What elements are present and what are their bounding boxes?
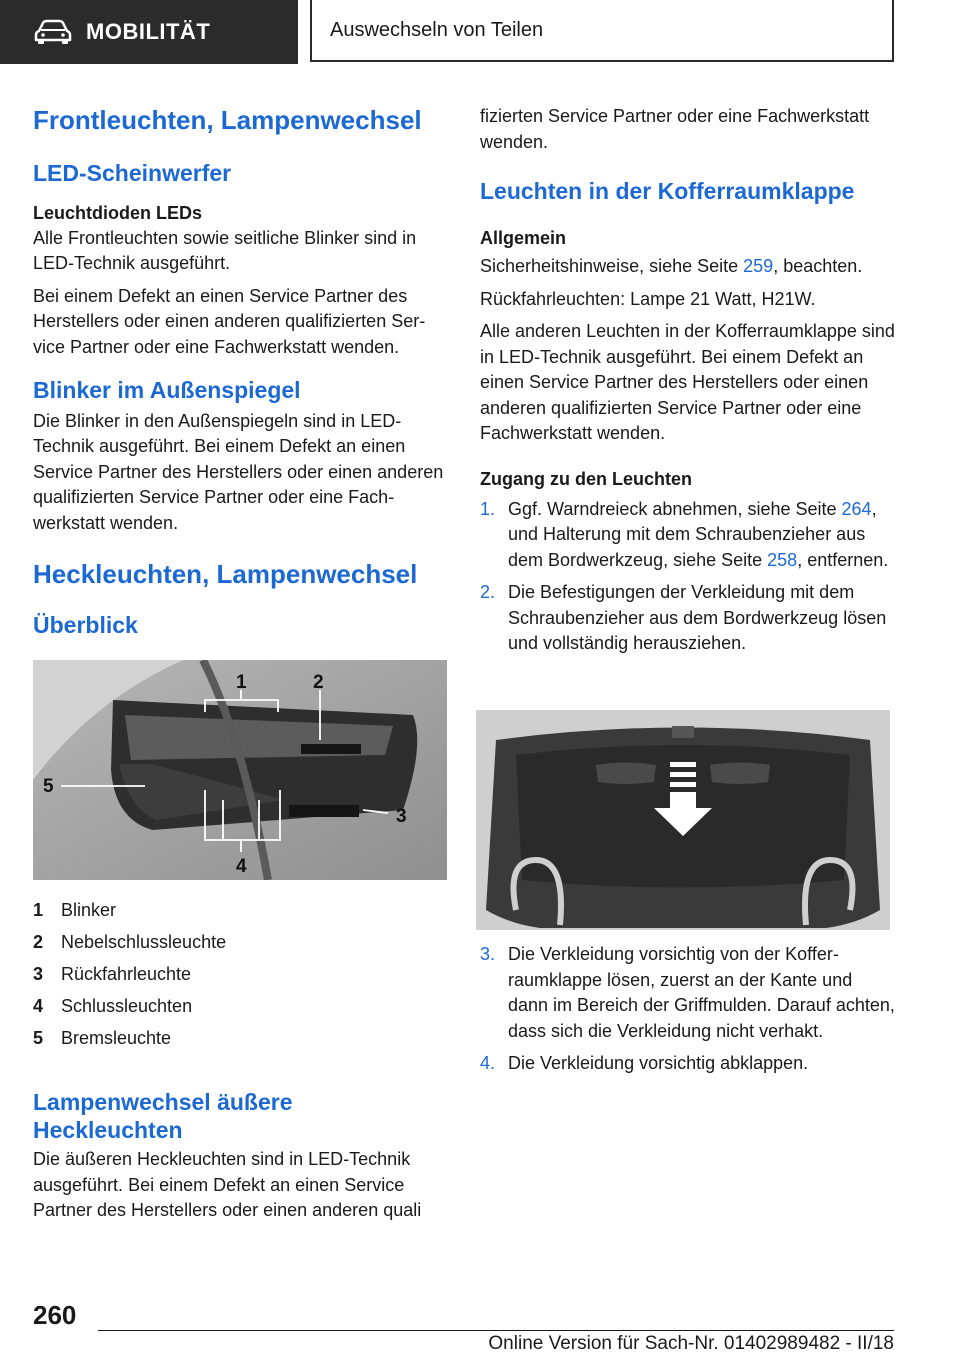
right-column — [480, 96, 896, 657]
page-number: 260 — [33, 1300, 77, 1330]
chapter-header — [310, 0, 894, 62]
heading-blinker-aussenspiegel: Blinker im Außenspiegel — [33, 377, 301, 404]
section-label: MOBILITÄT — [86, 19, 211, 44]
trunk-lid-illustration — [476, 710, 890, 930]
footer-text: Online Version für Sach-Nr. 01402989482 - II/18 — [488, 1333, 894, 1354]
trunk-lid-figure — [476, 710, 890, 930]
tail-light-illustration — [33, 660, 447, 880]
paragraph-led-1: Alle Frontleuchten sowie seitliche Blinker sind in LED-Technik ausgeführt. — [33, 227, 417, 274]
heading-lampenwechsel-aussere: Lampenwechsel äußere Heckleuchten — [33, 1088, 293, 1144]
chapter-title: Auswechseln von Teilen — [330, 18, 544, 41]
subheading-leuchtdioden: Leuchtdioden LEDs — [33, 203, 203, 224]
legend-item: 1 Blinker — [33, 899, 117, 920]
paragraph-sicherheit: Sicherheitshinweise, siehe Seite 259, beachten. — [480, 256, 863, 277]
list-item: 2. Die Befestigungen der Verkleidung mit dem Schraubenzieher aus dem Bordwerkzeug lösen und vollständig herausziehen. — [480, 582, 887, 654]
callout-4: 4 — [236, 855, 247, 877]
legend-item: 5 Bremsleuchte — [33, 1027, 172, 1048]
paragraph-alle-leuchten: Alle anderen Leuchten in der Kofferraumklappe sind in LED-Technik ausgeführt. Bei einem Defekt an einen Service Partner des Herstellers oder einen anderen qualifizierten Service Partner oder eine Fachwerkstatt wenden. — [480, 321, 895, 444]
legend-item: 2 Nebelschlussleuchte — [33, 931, 227, 952]
paragraph-blinker: Die Blinker in den Außenspiegeln sind in LED-Technik ausgeführt. Bei einem Defekt an einen Service Partner des Herstellers oder einen anderen qualifizierten Service Partner oder eine Fachwerkstatt wenden. — [33, 410, 444, 533]
page-link-258[interactable]: 258 — [767, 549, 798, 570]
list-item: 4. Die Verkleidung vorsichtig abklappen. — [480, 1053, 809, 1073]
footer-divider — [98, 1330, 894, 1331]
steps-list-b — [480, 942, 896, 1077]
car-icon — [34, 19, 72, 45]
subheading-allgemein: Allgemein — [480, 227, 567, 248]
heading-kofferraumklappe: Leuchten in der Kofferraumklappe — [480, 178, 855, 204]
heading-frontleuchten: Frontleuchten, Lampenwechsel — [33, 105, 422, 135]
left-column — [33, 96, 449, 1224]
list-item: 3. Die Verkleidung vorsichtig von der Kofferraumklappe lösen, zuerst an der Kante und dann im Bereich der Griffmulden. Darauf achten, dass sich die Verkleidung nicht verhakt. — [480, 944, 895, 1041]
paragraph-led-2: Bei einem Defekt an einen Service Partner des Herstellers oder einen anderen qualifizierten Service Partner oder eine Fachwerkstatt wenden. — [33, 285, 426, 357]
paragraph-continued: fizierten Service Partner oder eine Fachwerkstatt wenden. — [480, 106, 870, 152]
figure-legend — [33, 894, 449, 1054]
paragraph-lampenwechsel: Die äußeren Heckleuchten sind in LED-Technik ausgeführt. Bei einem Defekt an einen Service Partner des Herstellers oder einen anderen quali — [33, 1149, 422, 1221]
section-tab — [0, 0, 298, 64]
callout-2: 2 — [313, 671, 324, 693]
paragraph-rueckfahr: Rückfahrleuchten: Lampe 21 Watt, H21W. — [480, 288, 816, 309]
heading-heckleuchten: Heckleuchten, Lampenwechsel — [33, 559, 418, 590]
heading-ueberblick: Überblick — [33, 611, 138, 638]
tail-light-figure — [33, 660, 447, 880]
subheading-zugang: Zugang zu den Leuchten — [480, 468, 692, 489]
callout-5: 5 — [43, 775, 54, 797]
heading-led-scheinwerfer: LED-Scheinwerfer — [33, 159, 232, 186]
callout-1: 1 — [236, 671, 247, 693]
page-link-264[interactable]: 264 — [841, 498, 872, 519]
right-column-lower — [480, 942, 896, 1077]
callout-3: 3 — [396, 805, 407, 827]
legend-item: 3 Rückfahrleuchte — [33, 963, 192, 984]
steps-list-a — [480, 497, 896, 657]
page-link-259[interactable]: 259 — [743, 256, 774, 277]
list-item: 1. Ggf. Warndreieck abnehmen, siehe Seite 264, und Halterung mit dem Schraubenzieher aus dem Bordwerkzeug, siehe Seite 258, entfernen. — [480, 498, 889, 570]
legend-item: 4 Schlussleuchten — [33, 995, 193, 1016]
